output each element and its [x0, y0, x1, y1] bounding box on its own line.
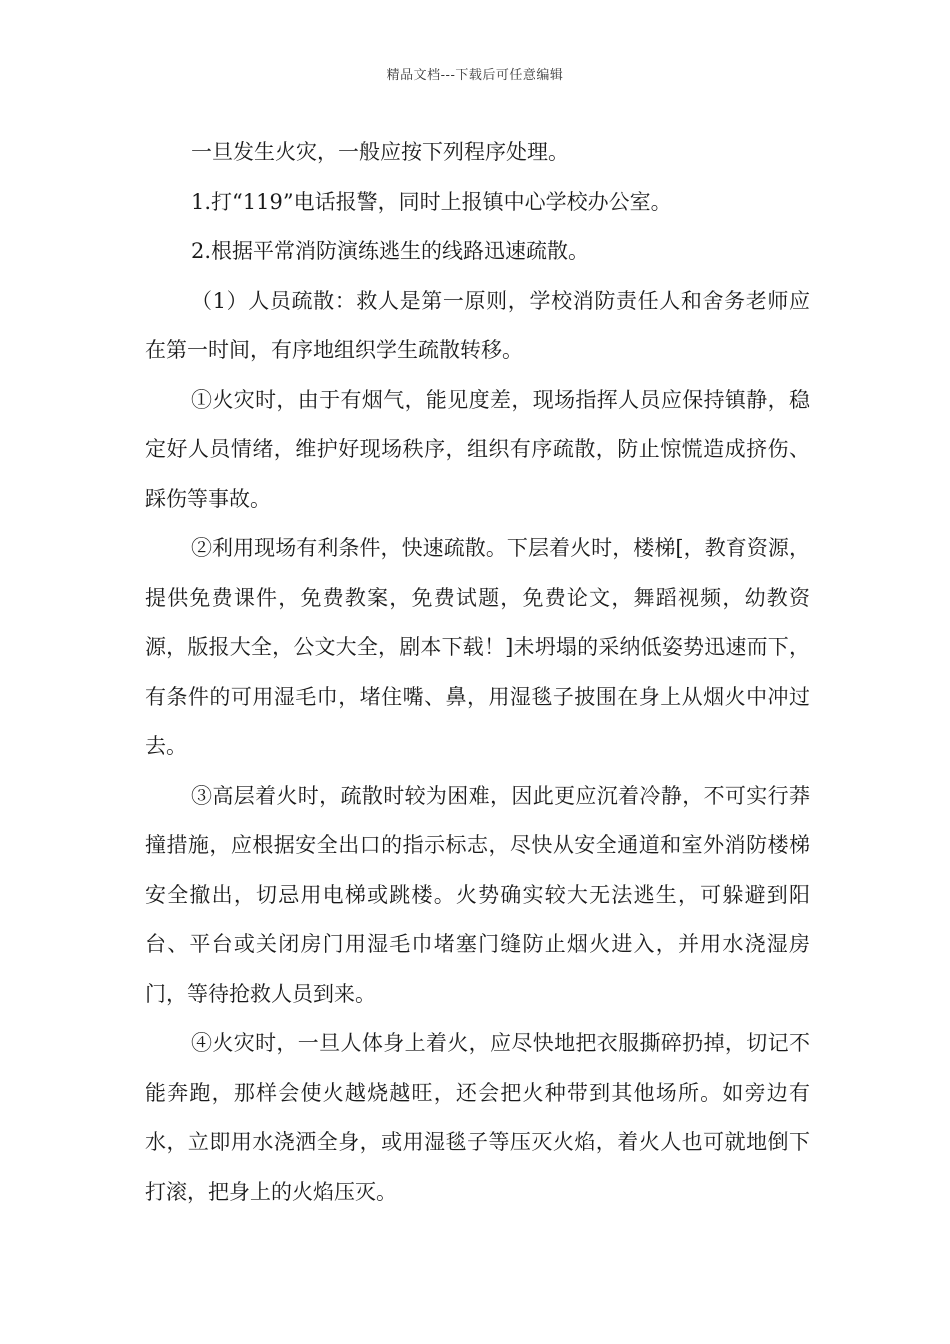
page-header: 精品文档---下载后可任意编辑	[386, 68, 564, 83]
document-body	[145, 128, 810, 1217]
item-4-paragraph: ④火灾时，一旦人体身上着火，应尽快地把衣服撕碎扔掉，切记不能奔跑，那样会使火越烧越旺，还会把火种带到其他场所。如旁边有水，立即用水浇洒全身，或用湿毯子等压灭火焰，着火人也可就地倒下打滚，把身上的火焰压灭。	[145, 1031, 810, 1204]
step-1-paragraph: 1.打“119”电话报警，同时上报镇中心学校办公室。	[191, 189, 672, 214]
intro-paragraph: 一旦发生火灾，一般应按下列程序处理。	[191, 140, 569, 164]
step-2-paragraph: 2.根据平常消防演练逃生的线路迅速疏散。	[191, 239, 590, 263]
evacuation-paragraph: （1）人员疏散：救人是第一原则，学校消防责任人和舍务老师应在第一时间，有序地组织学生疏散转移。	[145, 288, 810, 362]
item-2-paragraph: ②利用现场有利条件，快速疏散。下层着火时，楼梯[，教育资源，提供免费课件，免费教案，免费试题，免费论文，舞蹈视频，幼教资源，版报大全，公文大全，剧本下载！]未坍塌的采纳低姿势迅速而下，有条件的可用湿毛巾，堵住嘴、鼻，用湿毯子披围在身上从烟火中冲过去。	[145, 536, 810, 758]
item-1-paragraph: ①火灾时，由于有烟气，能见度差，现场指挥人员应保持镇静，稳定好人员情绪，维护好现场秩序，组织有序疏散，防止惊慌造成挤伤、踩伤等事故。	[145, 387, 810, 511]
item-3-paragraph: ③高层着火时，疏散时较为困难，因此更应沉着冷静，不可实行莽撞措施，应根据安全出口的指示标志，尽快从安全通道和室外消防楼梯安全撤出，切忌用电梯或跳楼。火势确实较大无法逃生，可躲避到阳台、平台或关闭房门用湿毛巾堵塞门缝防止烟火进入，并用水浇湿房门，等待抢救人员到来。	[145, 783, 810, 1006]
